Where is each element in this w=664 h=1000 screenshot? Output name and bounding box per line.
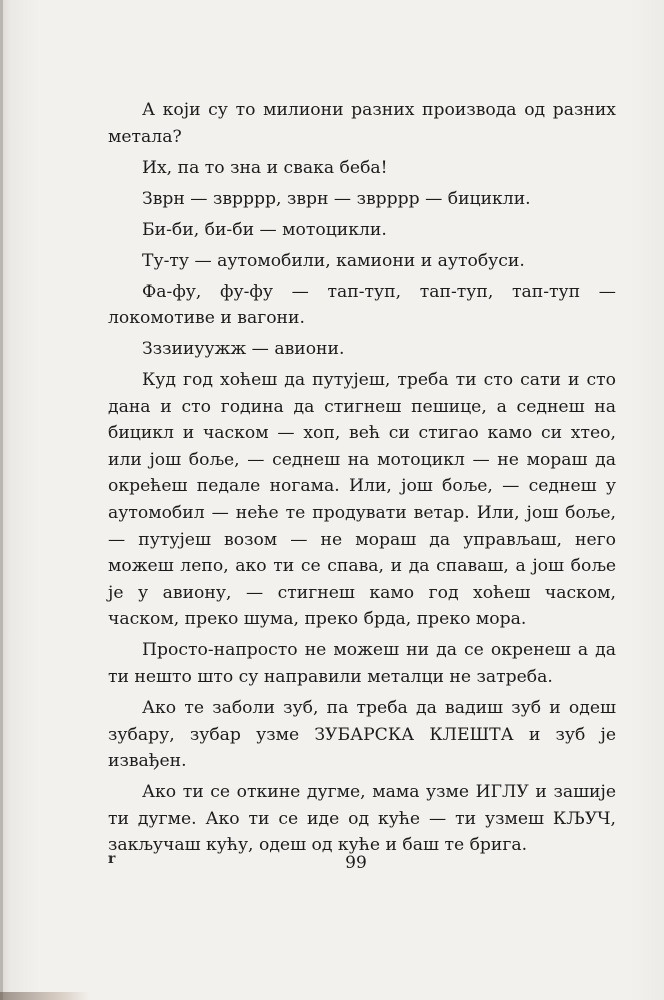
paragraph: Фа-фу, фу-фу — тап-туп, тап-туп, тап-туп — локомотиве и вагони. [108, 281, 616, 329]
paragraph: Куд год хоћеш да путујеш, треба ти сто сати и сто дана и сто година да стигнеш пешице, а седнеш на бицикл и часком — хоп, већ си стигао камо си хтео, или још боље, — седнеш на мотоцикл — не мораш да окрећеш педале ногама. Или, још боље, — седнеш у аутомобил — неће те продувати ветар. Или, још боље, — путујеш возом — не мораш да управљаш, него можеш лепо, ако ти се спава, и да спаваш, а још боље је у авиону, — стигнеш камо год хоћеш часком, часком, преко шума, преко брда, преко мора. [108, 370, 616, 630]
body-text [108, 97, 616, 863]
page-number: 99 [345, 853, 367, 873]
printer-mark: r [108, 851, 116, 867]
paragraph: Ту-ту — аутомобили, камиони и аутобуси. [142, 250, 525, 271]
paragraph: Их, па то зна и свака беба! [142, 157, 388, 178]
paragraph: Ако ти се откине дугме, мама узме ИГЛУ и зашије ти дугме. Ако ти се иде од куће — ти узмеш КЉУЧ, закључаш кућу, одеш од куће и баш те брига. [108, 782, 616, 856]
paragraph: А који су то милиони разних производа од разних метала? [108, 100, 616, 147]
paragraph: Просто-напросто не можеш ни да се окренеш а да ти нешто што су направили металци не затреба. [108, 640, 616, 687]
paragraph: Би-би, би-би — мотоцикли. [142, 219, 387, 240]
page-edge-shadow [0, 992, 90, 1000]
paragraph: Ако те заболи зуб, па треба да вадиш зуб и одеш зубару, зубар узме ЗУБАРСКА КЛЕШТА и зуб је извађен. [108, 697, 616, 772]
page-gutter [0, 0, 3, 1000]
paragraph: Зззииуужж — авиони. [142, 339, 345, 360]
paragraph: Зврн — зврррр, зврн — зврррр — бицикли. [142, 188, 531, 209]
